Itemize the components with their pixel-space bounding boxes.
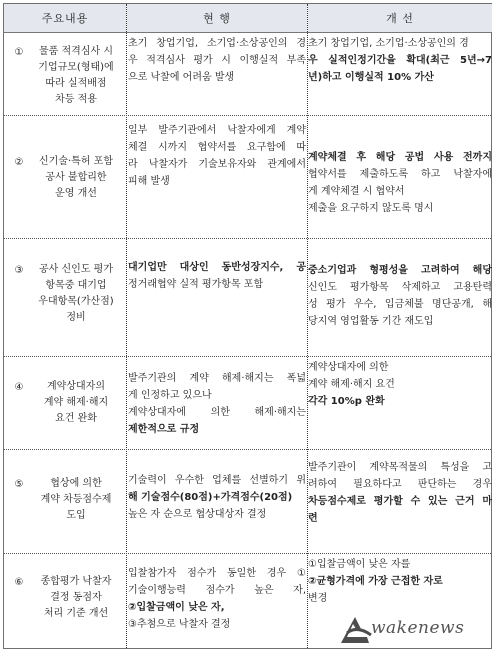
text-line: 해 기술점수(80점)+가격점수(20점) [128, 492, 293, 503]
text-line: 게 계약체결 시 협약서 [308, 186, 405, 197]
text-line: 으로 낙찰에 어려움 발생 [128, 72, 235, 83]
header-divider [4, 32, 491, 33]
text-line: 계약 해제·해지 요건 [308, 379, 395, 390]
row-6-title [10, 574, 126, 622]
row-divider [4, 115, 491, 116]
text-line: ②입찰금액이 낮은 자, [128, 602, 225, 613]
text-line: 피해 발생 [128, 176, 170, 187]
row-3-improved [308, 262, 492, 330]
text-line: 일부 발주기관에서 낙찰자에게 계약 [128, 125, 306, 136]
text-line: 계약상대자에 의한 [308, 362, 389, 373]
row-5-title [10, 476, 126, 524]
row-2-improved [308, 149, 492, 217]
comparison-table [3, 3, 492, 649]
text-line: 초기 창업기업, 소기업·소상공인의 경 [308, 38, 469, 49]
text-line: 초기 창업기업, 소기업·소상공인의 경 [128, 38, 306, 49]
text-line: 중소기업과 형평성을 고려하여 해당 [308, 265, 492, 276]
row-2-current [128, 122, 306, 190]
text-line: 련 [308, 513, 318, 524]
row-5-improved [308, 459, 492, 527]
row-number: ② [14, 157, 24, 168]
text-line: 게 인정하고 있으나 [128, 390, 212, 401]
text-line: ①입찰금액이 낮은 자를 [308, 559, 411, 570]
row-number: ③ [14, 265, 24, 276]
row-title: 공사 신인도 평가 항목중 대기업 우대항목(가산점) 정비 [38, 264, 114, 323]
text-line: 차등점수제로 평가할 수 있는 근거 마 [308, 496, 492, 507]
text-line: 대기업만 대상인 동반성장지수, 공 [128, 262, 306, 273]
text-line: 년)하고 이행실적 10% 가산 [308, 72, 434, 83]
text-line: 려하여 필요하다고 판단하는 경우 [308, 479, 492, 490]
row-number: ⑥ [14, 577, 24, 588]
row-3-title [10, 262, 126, 326]
watermark [339, 613, 489, 647]
row-title: 종합평가 낙찰자 결정 동점자 처리 기준 개선 [40, 576, 112, 619]
text-line: 높은 자 순으로 협상대상자 결정 [128, 509, 267, 520]
column-divider [126, 4, 127, 648]
text-line: 계약체결 후 해당 공법 사용 전까지 [308, 152, 492, 163]
text-line: 각각 10%p 완화 [308, 396, 385, 407]
row-4-current [128, 370, 306, 438]
row-6-current [128, 565, 306, 633]
row-title: 협상에 의한 계약 차등점수제 도입 [40, 478, 112, 521]
awakenews-logo-icon [339, 615, 373, 645]
row-1-title [10, 44, 126, 108]
header-improvement: 개 선 [308, 4, 492, 32]
text-line: 당지역 영업활동 기간 재도입 [308, 316, 434, 327]
text-line: 변경 [308, 593, 328, 604]
row-divider [4, 238, 491, 239]
row-1-improved [308, 35, 492, 86]
row-divider [4, 449, 491, 450]
text-line: 성 평가 우수, 입금체불 명단공개, 해 [308, 299, 492, 310]
text-line: 발주기관의 계약 해제·해지는 폭넓 [128, 373, 306, 384]
text-line: 제출을 요구하지 않도록 명시 [308, 203, 434, 214]
text-line: 라 낙찰자가 기술보유자와 관계에서 [128, 159, 306, 170]
row-divider [4, 356, 491, 357]
header-current: 현 행 [127, 4, 307, 32]
text-line: 기술이행능력 점수가 높은 자, [128, 585, 306, 596]
row-2-title [10, 154, 126, 202]
text-line: 계약상대자에 의한 해제·해지는 [128, 407, 306, 418]
text-line: 발주기관이 계약목적물의 특성을 고 [308, 462, 492, 473]
row-number: ⑤ [14, 479, 24, 490]
row-5-current [128, 472, 306, 523]
row-divider [4, 553, 491, 554]
row-4-improved [308, 359, 492, 410]
row-title: 물품 적격심사 시 기업규모(형태)에 따라 실적배점 차등 적용 [38, 46, 114, 105]
text-line: 정거래협약 실적 평가항목 포함 [128, 279, 264, 290]
text-line: ②균형가격에 가장 근접한 자로 [308, 576, 443, 587]
text-line: 제한적으로 규정 [128, 424, 200, 435]
header-main-content: 주요내용 [4, 4, 126, 32]
text-line: 협약서를 제출하도록 하고 낙찰자에 [308, 169, 492, 180]
text-line: 체결 시까지 협약서를 요구함에 따 [128, 142, 306, 153]
text-line: 신인도 평가항목 삭제하고 고용탄력 [308, 282, 492, 293]
row-title: 계약상대자의 계약 해제·해지 요건 완화 [43, 381, 109, 424]
row-title: 신기술·특허 포함 공사 불합리한 운영 개선 [39, 156, 113, 199]
row-1-current [128, 35, 306, 86]
text-line: 우 실적인정기간을 확대(최근 5년→7 [308, 55, 492, 66]
text-line: 입찰참가자 점수가 동일한 경우 ① [128, 568, 306, 579]
row-3-current [128, 259, 306, 293]
row-6-improved [308, 556, 492, 607]
row-number: ④ [14, 382, 24, 393]
text-line: 우 적격심사 평가 시 이행실적 부족 [128, 55, 306, 66]
row-4-title [10, 379, 126, 427]
text-line: 기술력이 우수한 업체를 선별하기 위 [128, 475, 306, 486]
row-number: ① [14, 47, 24, 58]
watermark-text: wakenews [371, 618, 465, 638]
text-line: ③추첨으로 낙찰자 결정 [128, 619, 231, 630]
